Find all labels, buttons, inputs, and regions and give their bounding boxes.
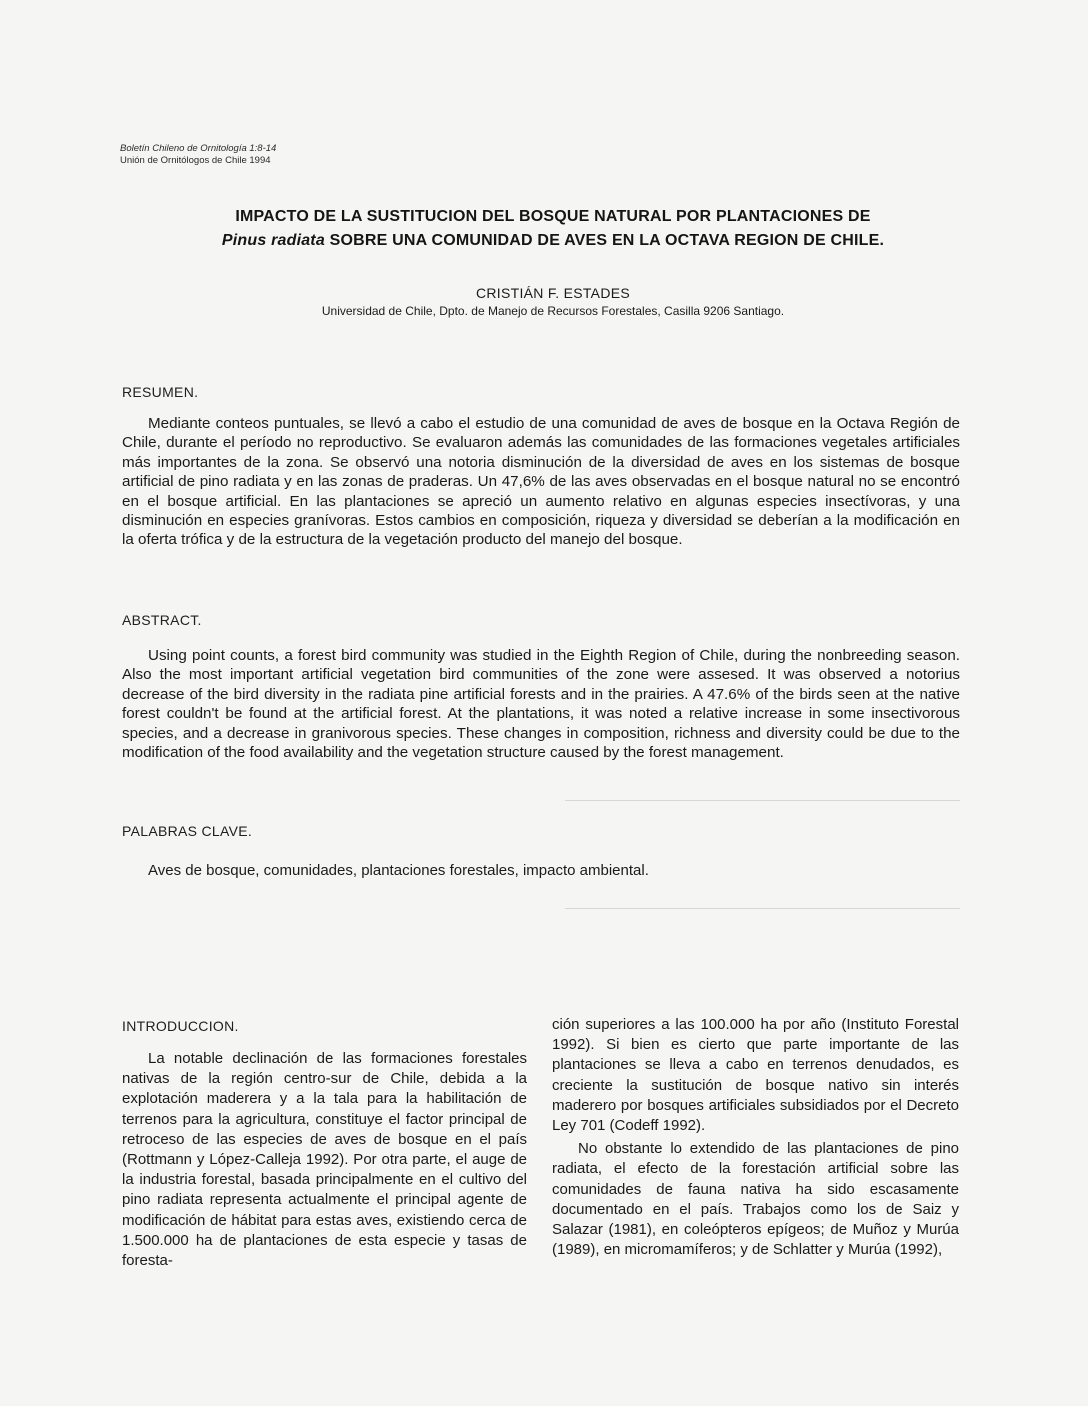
bleed-through-rule [565,800,960,801]
abstract-text: Using point counts, a forest bird community was studied in the Eighth Region of Chile, during the nonbreeding season. Also the most important artificial vegetation bird communities of the zone were assesed. It was observed a notorius decrease of the bird diversity in the radiata pine artificial forests and in the prairies. A 47.6% of the birds seen at the native forest couldn't be found at the artificial forest. At the plantations, it was noted a relative increase in some insectivorous species, and a decrease in granivorous species. These changes in composition, richness and diversity could be due to the modification of the food availability and the vegetation structure caused by the forest management. [122,647,960,762]
bleed-through-text [150,118,154,138]
intro-right-column [552,1015,959,1260]
introduccion-heading: INTRODUCCION. [122,1018,239,1034]
intro-paragraph-1-continued: ción superiores a las 100.000 ha por año (Instituto Forestal 1992). Si bien es cierto que parte importante de las plantaciones se lleva a cabo en terrenos denudados, es creciente la sustitución de bosque nativo sin interés maderero por bosques artificiales subsidiados por el Decreto Ley 701 (Codeff 1992). [552,1016,959,1135]
title-line-2-rest: SOBRE UNA COMUNIDAD DE AVES EN LA OCTAVA REGION DE CHILE. [324,232,885,249]
title-line-1: IMPACTO DE LA SUSTITUCION DEL BOSQUE NATURAL POR PLANTACIONES DE [235,208,871,225]
bleed-through-rule [565,908,960,909]
abstract-heading: ABSTRACT. [122,612,202,628]
keywords-text: Aves de bosque, comunidades, plantaciones forestales, impacto ambiental. [148,862,649,879]
intro-paragraph-2: No obstante lo extendido de las plantaciones de pino radiata, el efecto de la forestación artificial sobre las comunidades de fauna nativa ha sido escasamente documentado en el país. Trabajos como los de Saiz y Salazar (1981), en coleópteros epígeos; de Muñoz y Murúa (1989), en micromamíferos; y de Schlatter y Murúa (1992), [552,1140,959,1259]
publisher-line: Unión de Ornitólogos de Chile 1994 [120,155,271,166]
author-affiliation: Universidad de Chile, Dpto. de Manejo de Recursos Forestales, Casilla 9206 Santiago. [321,304,785,318]
title-species-name: Pinus radiata [221,232,325,249]
paper-title [120,205,986,253]
resumen-heading: RESUMEN. [122,384,199,400]
author-name: CRISTIÁN F. ESTADES [475,285,631,301]
resumen-text: Mediante conteos puntuales, se llevó a cabo el estudio de una comunidad de aves de bosque en la Octava Región de Chile, durante el período no reproductivo. Se evaluaron además las comunidades de las formaciones vegetales artificiales más importantes de la zona. Se observó una notoria disminución de la diversidad de aves en los sistemas de bosque artificial de pino radiata y en las zonas de praderas. Un 47,6% de las aves observadas en el bosque natural no se encontró en el bosque artificial. En las plantaciones se apreció un aumento relativo en algunas especies insectívoras, y una disminución en especies granívoras. Estos cambios en composición, riqueza y diversidad se deberían a la modificación en la oferta trófica y de la estructura de la vegetación producto del manejo del bosque. [122,415,960,549]
journal-name: Boletín Chileno de Ornitología 1:8-14 [120,143,277,154]
journal-citation [120,143,276,167]
intro-paragraph-1: La notable declinación de las formaciones forestales nativas de la región centro-sur de Chile, debida a la explotación maderera y a la tala para la habilitación de terrenos para la agricultura, constituye el factor principal de retroceso de las especies de aves de bosque en el país (Rottmann y López-Calleja 1992). Por otra parte, el auge de la industria forestal, basada principalmente en el cultivo del pino radiata representa actualmente el principal agente de modificación de hábitat para estas aves, existiendo cerca de 1.500.000 ha de plantaciones de esta especie y tasas de foresta- [122,1050,527,1270]
intro-left-column [122,1049,527,1271]
palabras-clave-heading: PALABRAS CLAVE. [122,823,253,839]
title-line-2 [120,229,986,253]
